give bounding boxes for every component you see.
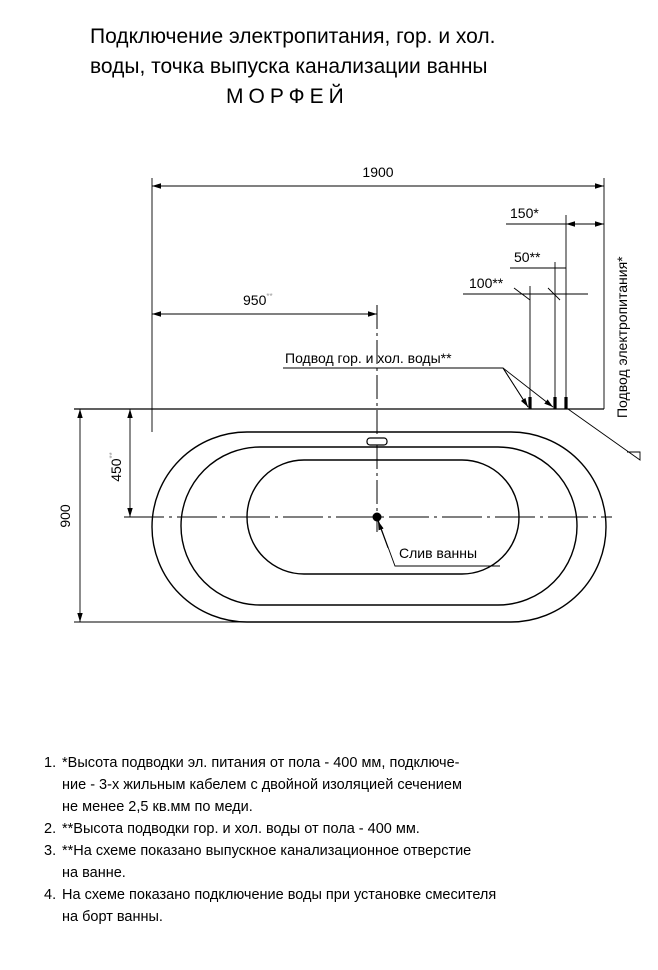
notes-list [44,752,644,928]
note-item [44,840,644,884]
note-item [44,752,644,818]
dim-950-label: 950** [243,292,273,308]
note-line: **Высота подводки гор. и хол. воды от пола - 400 мм. [62,821,420,837]
note-number: 1. [44,755,57,771]
note-line: на борт ванны. [62,909,163,925]
dim-100-label: 100** [469,275,504,291]
note-item [44,884,644,928]
title-line-2: воды, точка выпуска канализации ванны [90,55,488,78]
note-number: 4. [44,887,57,903]
overflow-fitting [367,438,387,445]
bathtub-outline [152,432,606,622]
note-number: 2. [44,821,57,837]
dim-450-label: 450** [108,452,124,482]
note-line: на ванне. [62,865,126,881]
note-line: не менее 2,5 кв.мм по меди. [62,799,253,815]
dim-150-label: 150* [510,205,539,221]
note-item [44,818,644,840]
dim-900-label: 900 [57,504,73,528]
note-line: **На схеме показано выпускное канализационное отверстие [62,843,472,859]
water-leader-line [283,368,528,407]
water-leader-arrow-2 [503,368,553,407]
model-name: МОРФЕЙ [226,85,349,108]
water-supply-label: Подвод гор. и хол. воды** [285,350,452,366]
note-line: *Высота подводки эл. питания от пола - 400 мм, подключе- [62,755,460,771]
note-line: ние - 3-х жильным кабелем с двойной изоляцией сечением [62,777,462,793]
power-supply-label: Подвод электропитания* [614,256,630,418]
note-number: 3. [44,843,57,859]
note-line: На схеме показано подключение воды при установке смесителя [62,887,497,903]
drain-label: Слив ванны [399,545,478,561]
dim-50-label: 50** [514,249,541,265]
water-leader-arrow-1 [503,368,528,407]
dim-1900-label: 1900 [362,164,394,180]
drain-leader-arrow [378,521,388,548]
middle-rim [181,447,577,605]
title-line-1: Подключение электропитания, гор. и хол. [90,25,496,48]
